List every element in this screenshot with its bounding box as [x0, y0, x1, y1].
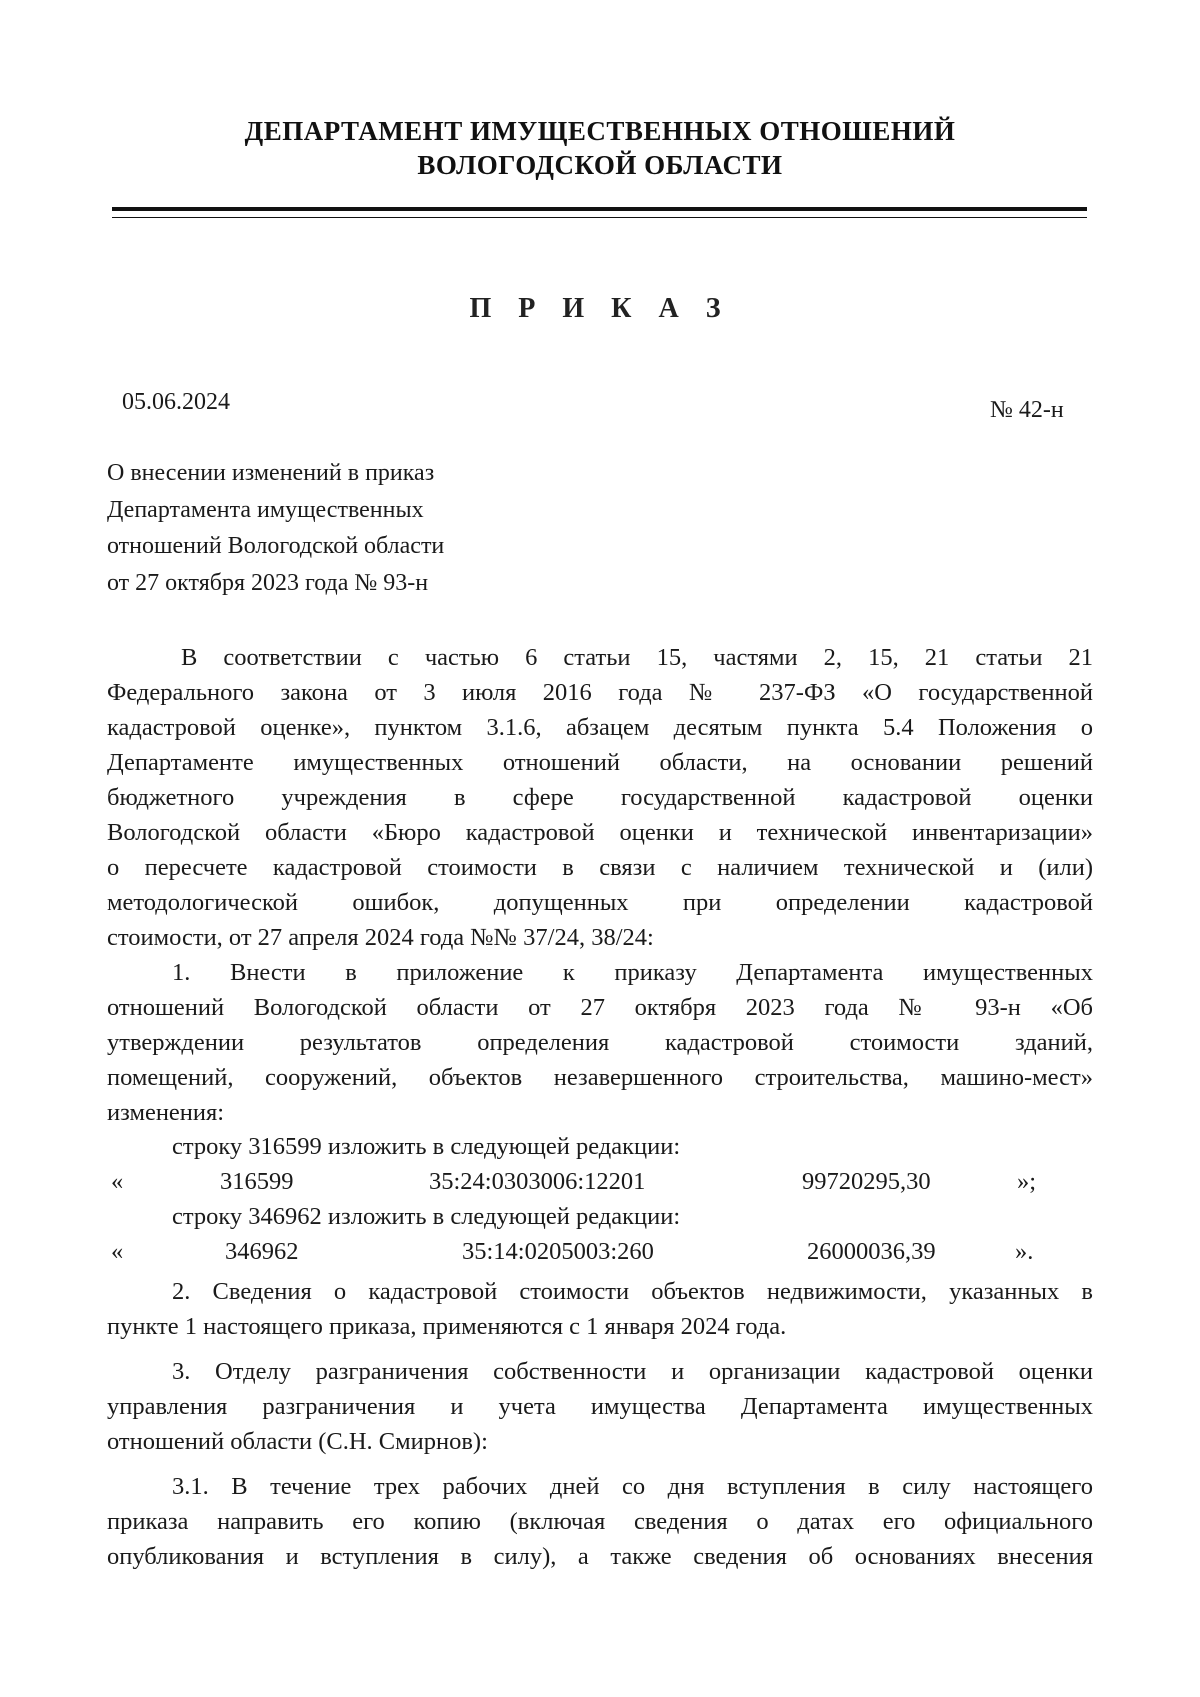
preamble-line: Федерального закона от 3 июля 2016 года № 237-ФЗ «О государственной [107, 679, 1093, 706]
subject-line: от 27 октября 2023 года № 93-н [107, 569, 429, 596]
amendment-row [107, 1167, 1093, 1197]
item31-line: опубликования и вступления в силу), а также сведения об основаниях внесения [107, 1543, 1093, 1570]
row-number: 316599 [220, 1168, 294, 1195]
item1-line: помещений, сооружений, объектов незавершенного строительства, машино-мест» [107, 1064, 1093, 1091]
quote-close: »; [1017, 1168, 1037, 1195]
quote-open: « [111, 1168, 124, 1195]
document-subject [107, 455, 444, 601]
document-number: № 42-н [990, 397, 1064, 423]
item1-line: изменения: [107, 1099, 225, 1126]
document-type-title: П Р И К А З [469, 293, 731, 324]
department-name-line2: ВОЛОГОДСКОЙ ОБЛАСТИ [417, 150, 783, 180]
subject-line: отношений Вологодской области [107, 533, 445, 559]
preamble-line: методологической ошибок, допущенных при определении кадастровой [107, 889, 1093, 916]
quote-close: ». [1015, 1238, 1034, 1265]
preamble-line: о пересчете кадастровой стоимости в связи с наличием технической и (или) [107, 854, 1093, 881]
item31-line: 3.1. В течение трех рабочих дней со дня вступления в силу настоящего [172, 1473, 1093, 1500]
subject-line: О внесении изменений в приказ [107, 460, 435, 486]
amendment-intro: строку 316599 изложить в следующей редакции: [172, 1133, 681, 1160]
item2-line: 2. Сведения о кадастровой стоимости объектов недвижимости, указанных в [172, 1278, 1093, 1305]
header-rule-thin [112, 217, 1087, 218]
preamble-line: стоимости, от 27 апреля 2024 года №№ 37/24, 38/24: [107, 924, 654, 951]
item1-line: 1. Внести в приложение к приказу Департамента имущественных [172, 959, 1093, 986]
item3-line: отношений области (С.Н. Смирнов): [107, 1428, 488, 1455]
quote-open: « [111, 1238, 124, 1265]
preamble-line: бюджетного учреждения в сфере государственной кадастровой оценки [107, 784, 1093, 811]
department-name-line1: ДЕПАРТАМЕНТ ИМУЩЕСТВЕННЫХ ОТНОШЕНИЙ [244, 116, 956, 146]
preamble-line: Вологодской области «Бюро кадастровой оценки и технической инвентаризации» [107, 819, 1093, 846]
preamble-line: В соответствии с частью 6 статьи 15, частями 2, 15, 21 статьи 21 [181, 644, 1093, 671]
amendment-intro: строку 346962 изложить в следующей редакции: [172, 1203, 681, 1230]
item31-line: приказа направить его копию (включая сведения о датах его официального [107, 1508, 1093, 1535]
preamble-line: Департаменте имущественных отношений области, на основании решений [107, 749, 1093, 776]
item3-line: 3. Отделу разграничения собственности и организации кадастровой оценки [172, 1358, 1093, 1385]
subject-line: Департамента имущественных [107, 496, 424, 523]
cadastral-value: 99720295,30 [802, 1168, 931, 1195]
cadastral-value: 26000036,39 [807, 1238, 936, 1265]
cadastral-number: 35:14:0205003:260 [462, 1238, 654, 1265]
document-date: 05.06.2024 [122, 389, 230, 415]
item2-line: пункте 1 настоящего приказа, применяются с 1 января 2024 года. [107, 1313, 787, 1340]
cadastral-number: 35:24:0303006:12201 [429, 1168, 646, 1195]
header-rule-thick [112, 207, 1087, 211]
item1-line: отношений Вологодской области от 27 октября 2023 года № 93-н «Об [107, 994, 1093, 1021]
preamble-line: кадастровой оценке», пунктом 3.1.6, абзацем десятым пункта 5.4 Положения о [107, 714, 1093, 741]
item1-line: утверждении результатов определения кадастровой стоимости зданий, [107, 1029, 1093, 1056]
item3-line: управления разграничения и учета имущества Департамента имущественных [107, 1393, 1093, 1420]
amendment-row [107, 1237, 1093, 1267]
row-number: 346962 [225, 1238, 299, 1265]
